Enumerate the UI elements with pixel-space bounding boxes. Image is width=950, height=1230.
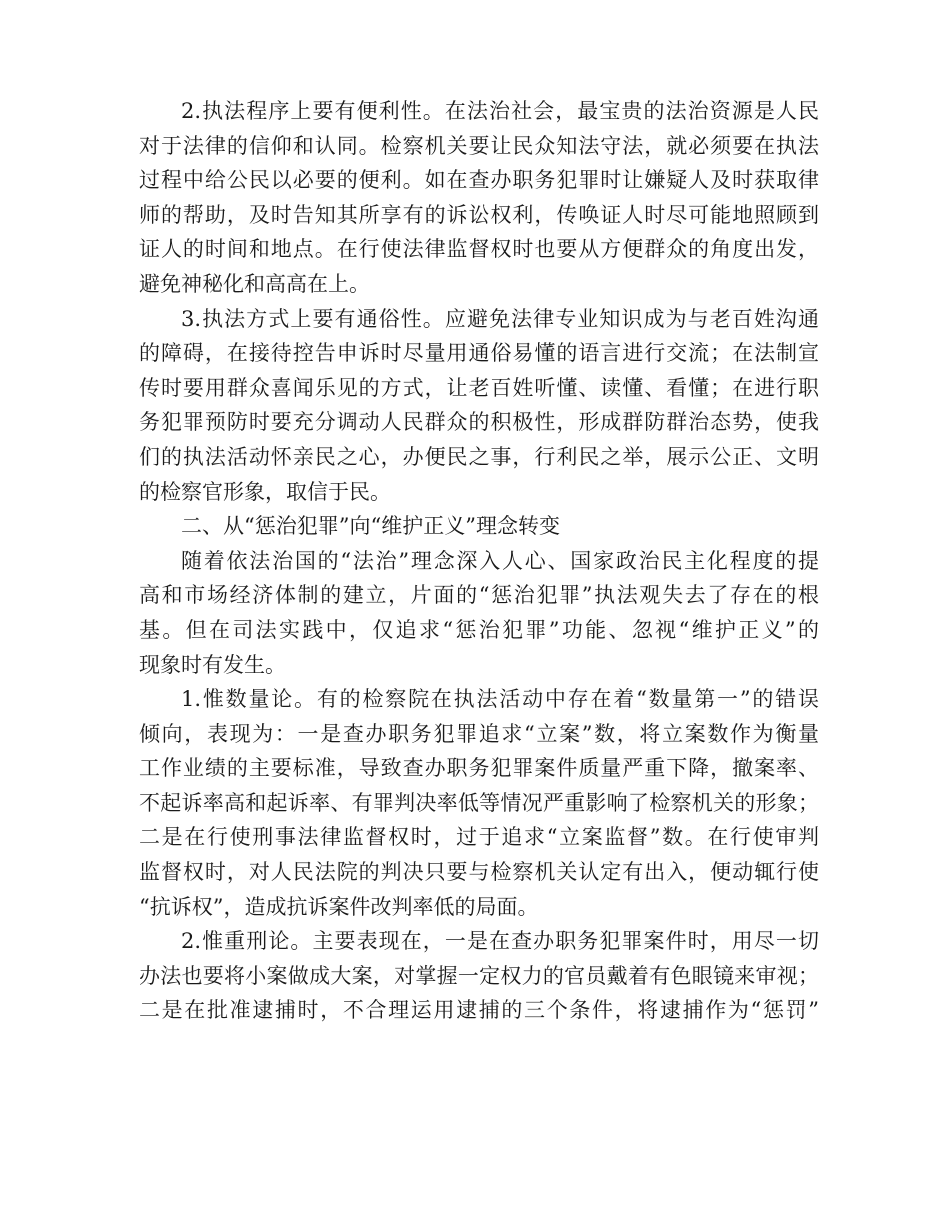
text-line: 2.执法程序上要有便利性。在法治社会，最宝贵的法治资源是人民 <box>181 99 819 123</box>
text-line: 倾向，表现为：一是查办职务犯罪追求“立案”数，将立案数作为衡量 <box>139 721 819 746</box>
text-line: 对于法律的信仰和认同。检察机关要让民众知法守法，就必须要在执法 <box>139 133 819 158</box>
text-line: 现象时有发生。 <box>139 652 286 677</box>
text-line: 1.惟数量论。有的检察院在执法活动中存在着“数量第一”的错误 <box>181 687 819 712</box>
text-line: 工作业绩的主要标准，导致查办职务犯罪案件质量严重下降，撤案率、 <box>139 756 819 781</box>
text-line: 们的执法活动怀亲民之心，办便民之事，行利民之举，展示公正、文明 <box>139 444 819 469</box>
document-body-text <box>139 94 819 1028</box>
text-line: 监督权时，对人民法院的判决只要与检察机关认定有出入，便动辄行使 <box>139 860 819 885</box>
text-line: 的障碍，在接待控告申诉时尽量用通俗易懂的语言进行交流；在法制宣 <box>139 341 819 366</box>
text-line: 随着依法治国的“法治”理念深入人心、国家政治民主化程度的提 <box>181 548 819 573</box>
text-line: “抗诉权”，造成抗诉案件改判率低的局面。 <box>139 894 539 919</box>
text-line: 高和市场经济体制的建立，片面的“惩治犯罪”执法观失去了存在的根 <box>139 583 819 608</box>
text-line: 过程中给公民以必要的便利。如在查办职务犯罪时让嫌疑人及时获取律 <box>139 168 819 193</box>
text-line: 办法也要将小案做成大案，对掌握一定权力的官员戴着有色眼镜来审视； <box>139 963 819 988</box>
text-line: 务犯罪预防时要充分调动人民群众的积极性，形成群防群治态势，使我 <box>139 410 819 435</box>
text-line: 基。但在司法实践中，仅追求“惩治犯罪”功能、忽视“维护正义”的 <box>139 617 819 642</box>
text-line: 传时要用群众喜闻乐见的方式，让老百姓听懂、读懂、看懂；在进行职 <box>139 375 819 400</box>
text-line: 2.惟重刑论。主要表现在，一是在查办职务犯罪案件时，用尽一切 <box>181 929 819 954</box>
text-line: 二是在行使刑事法律监督权时，过于追求“立案监督”数。在行使审判 <box>139 825 819 850</box>
text-line: 3.执法方式上要有通俗性。应避免法律专业知识成为与老百姓沟通 <box>181 306 819 331</box>
text-line: 不起诉率高和起诉率、有罪判决率低等情况严重影响了检察机关的形象； <box>139 790 819 815</box>
text-line: 避免神秘化和高高在上。 <box>139 271 370 296</box>
text-line: 二是在批准逮捕时，不合理运用逮捕的三个条件，将逮捕作为“惩罚” <box>139 998 819 1023</box>
text-line: 师的帮助，及时告知其所享有的诉讼权利，传唤证人时尽可能地照顾到 <box>139 202 819 227</box>
text-line: 的检察官形象，取信于民。 <box>139 479 391 504</box>
text-line: 证人的时间和地点。在行使法律监督权时也要从方便群众的角度出发， <box>139 237 819 262</box>
text-line: 二、从“惩治犯罪”向“维护正义”理念转变 <box>181 514 560 539</box>
